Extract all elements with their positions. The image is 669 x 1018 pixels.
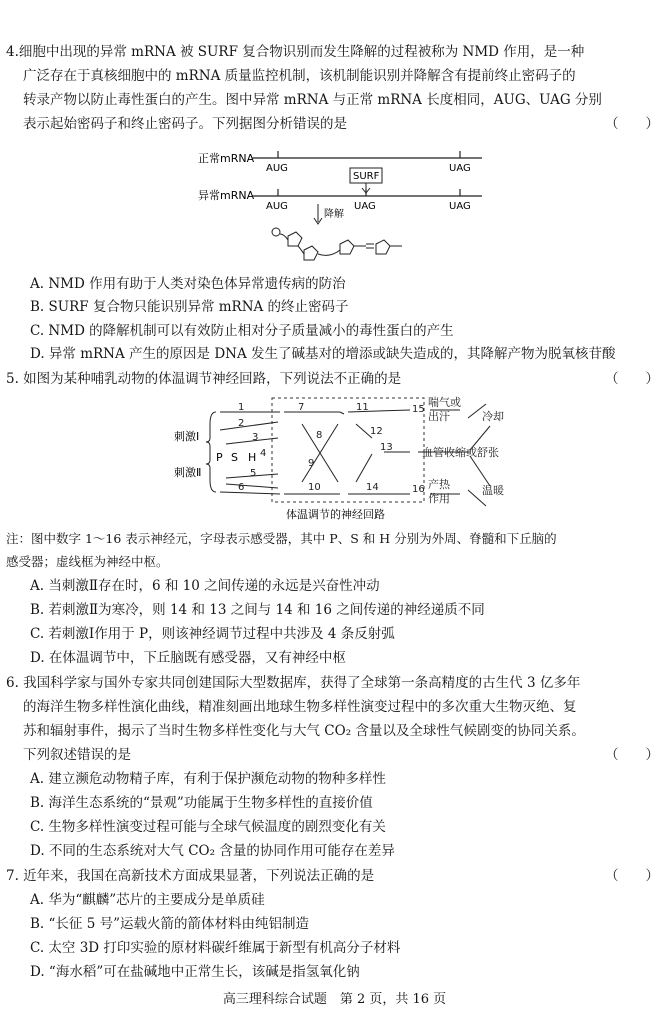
q6-line-2: 的海洋生物多样性演化曲线，精准刻画出地球生物多样性演变过程中的多次重大生物灭绝、复 [23,699,577,715]
q5-answer-paren: （ ） [605,371,659,387]
neuron-12: 12 [370,426,383,437]
q4-option-b: B. SURF 复合物只能识别异常 mRNA 的终止密码子 [30,299,349,315]
neuron-6: 6 [238,482,245,493]
q6-line-4: 下列叙述错误的是 [23,747,131,763]
q4-option-d: D. 异常 mRNA 产生的原因是 DNA 发生了碱基对的增添或缺失造成的，其降解产物为脱氧核苷酸 [30,346,616,362]
q4-line-3: 转录产物以防止毒性蛋白的产生。图中异常 mRNA 与正常 mRNA 长度相同，AUG、UAG 分别 [23,92,602,108]
neuron-9: 9 [308,458,315,469]
q6-option-a: A. 建立濒危动物精子库，有利于保护濒危动物的物种多样性 [30,771,386,787]
q6-option-d: D. 不同的生态系统对大气 CO₂ 含量的协同作用可能存在差异 [30,843,395,859]
neuron-3: 3 [252,432,259,443]
q7-answer-paren: （ ） [605,868,659,884]
abnormal-mrna-label: 异常mRNA [198,189,255,202]
q5-line-1: 5. 如图为某种哺乳动物的体温调节神经回路，下列说法不正确的是 [6,371,402,387]
output-warm: 温暖 [482,484,504,497]
stimulus-1-label: 刺激Ⅰ [174,430,200,443]
q6-option-c: C. 生物多样性演变过程可能与全球气候温度的剧烈变化有关 [30,819,386,835]
output-heat-line-2: 作用 [428,492,450,505]
neuron-15: 15 [412,404,425,415]
output-breath-line-1: 喘气或 [428,396,461,409]
neuron-10: 10 [308,482,321,493]
q5-note-line-2: 感受器；虚线框为神经中枢。 [6,554,169,569]
neuron-2: 2 [238,418,245,429]
q6-line-1: 6. 我国科学家与国外专家共同创建国际大型数据库，获得了全球第一条高精度的古生代 3 亿多年 [6,675,581,691]
q7-option-c: C. 太空 3D 打印实验的原材料碳纤维属于新型有机高分子材料 [30,940,401,956]
output-breath-line-2: 出汗 [428,410,450,423]
neuron-5: 5 [250,468,257,479]
neuron-11: 11 [356,402,369,413]
normal-aug-label: AUG [266,163,288,174]
neural-center-dashed-box [272,398,424,502]
abnormal-aug-label: AUG [266,201,288,212]
q5-option-c: C. 若刺激Ⅰ作用于 P，则该神经调节过程中共涉及 4 条反射弧 [30,626,395,642]
neuron-7: 7 [298,402,305,413]
surf-label: SURF [353,171,380,182]
q6-line-3: 苏和辐射事件，揭示了当时生物多样性变化与大气 CO₂ 含量以及全球性气候剧变的协同关系。 [23,723,585,739]
receptor-p: P [216,451,223,464]
normal-mrna-label: 正常mRNA [198,152,255,165]
neuron-8: 8 [316,430,323,441]
q7-line-1: 7. 近年来，我国在高新技术方面成果显著，下列说法正确的是 [6,868,375,884]
neuron-14: 14 [366,482,379,493]
q6-answer-paren: （ ） [605,747,659,763]
q4-mrna-diagram [190,142,500,272]
neuron-1: 1 [238,402,245,413]
degrade-label: 降解 [324,209,344,220]
neuron-13: 13 [380,442,393,453]
q4-option-a: A. NMD 作用有助于人类对染色体异常遗传病的防治 [30,276,346,292]
q7-option-d: D. “海水稻”可在盐碱地中正常生长，该碱是指氢氧化钠 [30,964,360,980]
q7-option-a: A. 华为“麒麟”芯片的主要成分是单质硅 [30,892,265,908]
q4-line-4: 表示起始密码子和终止密码子。下列据图分析错误的是 [23,116,347,132]
degradation-products-icon [272,228,402,260]
neuron-16: 16 [412,484,425,495]
normal-uag-label: UAG [449,163,471,174]
q5-neural-circuit-diagram [160,394,530,524]
q7-option-b: B. “长征 5 号”运载火箭的箭体材料由纯铝制造 [30,916,309,932]
q5-option-a: A. 当刺激Ⅱ存在时，6 和 10 之间传递的永远是兴奋性冲动 [30,578,380,594]
q6-option-b: B. 海洋生态系统的“景观”功能属于生物多样性的直接价值 [30,795,373,811]
neuron-4: 4 [260,448,267,459]
receptor-h: H [248,451,257,464]
q5-option-b: B. 若刺激Ⅱ为寒冷，则 14 和 13 之间与 14 和 16 之间传递的神经递质不同 [30,602,485,618]
q4-line-2: 广泛存在于真核细胞中的 mRNA 质量监控机制，该机制能识别并降解含有提前终止密码子的 [23,68,576,84]
q4-answer-paren: （ ） [605,116,659,132]
stimulus-2-label: 刺激Ⅱ [174,466,202,479]
q5-note-line-1: 注：图中数字 1～16 表示神经元，字母表示感受器，其中 P、S 和 H 分别为外周、脊髓和下丘脑的 [6,531,557,546]
page-footer: 高三理科综合试题 第 2 页，共 16 页 [222,992,447,1007]
output-cool: 冷却 [482,410,504,423]
abnormal-uag-label: UAG [449,201,471,212]
q4-line-1: 4.细胞中出现的异常 mRNA 被 SURF 复合物识别而发生降解的过程被称为 NMD 作用，是一种 [6,44,585,60]
q5-option-d: D. 在体温调节中，下丘脑既有感受器，又有神经中枢 [30,650,346,666]
abnormal-premature-uag-label: UAG [354,201,376,212]
output-vessel: 血管收缩或舒张 [422,446,499,459]
q4-option-c: C. NMD 的降解机制可以有效防止相对分子质量减小的毒性蛋白的产生 [30,323,454,339]
circuit-caption: 体温调节的神经回路 [286,508,385,521]
receptor-s: S [231,451,238,464]
output-heat-line-1: 产热 [428,478,450,491]
